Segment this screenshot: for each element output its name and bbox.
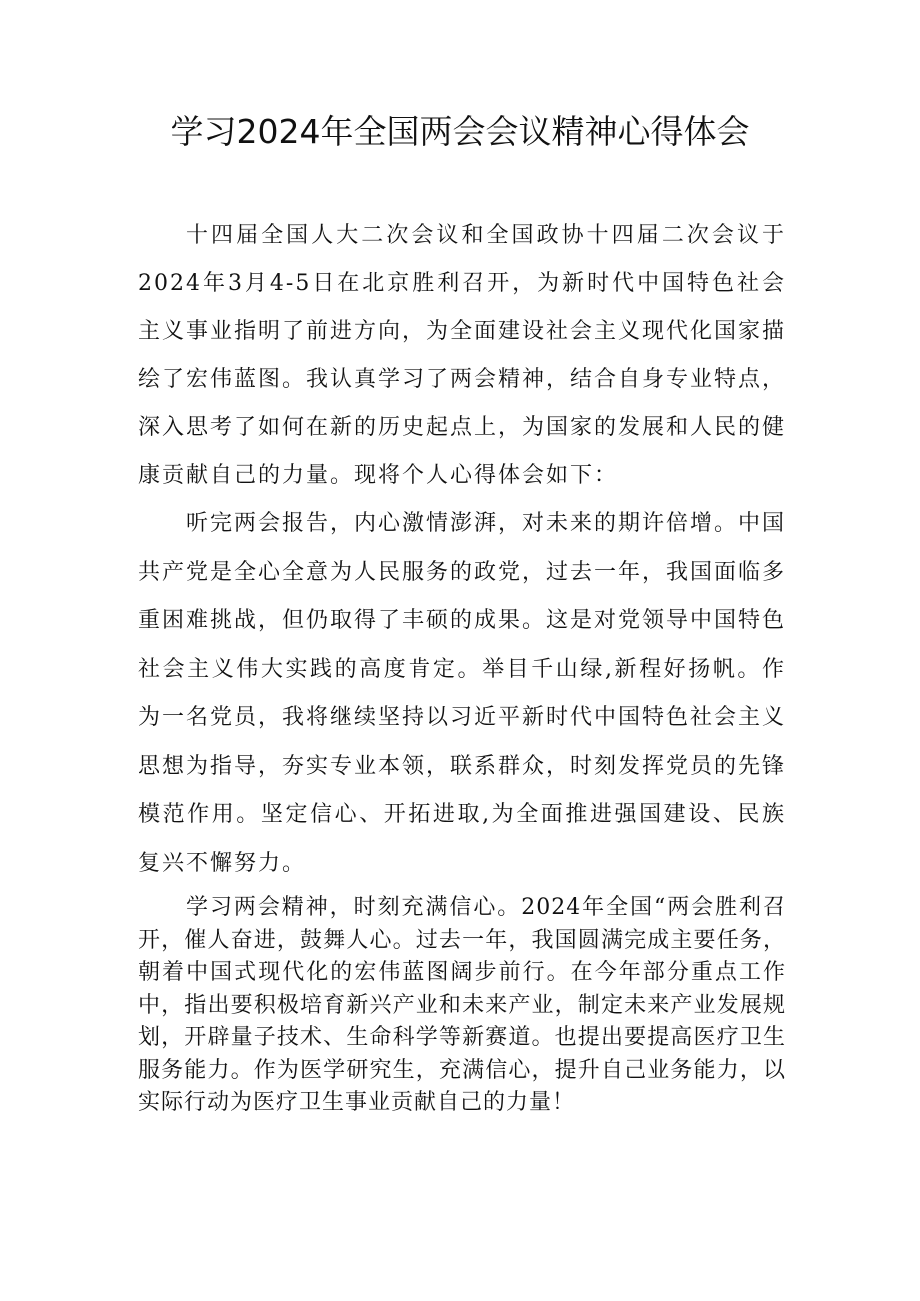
paragraph-confidence: 学习两会精神，时刻充满信心。2024年全国“两会胜利召开，催人奋进，鼓舞人心。过去一年，我国圆满完成主要任务，朝着中国式现代化的宏伟蓝图阔步前行。在今年部分重点工作中，指出要积极培育新兴产业和未来产业，制定未来产业发展规划，开辟量子技术、生命科学等新赛道。也提出要提高医疗卫生服务能力。作为医学研究生，充满信心，提升自己业务能力，以实际行动为医疗卫生事业贡献自己的力量！ [138,895,786,1115]
paragraph-reflection: 听完两会报告，内心激情澎湃，对未来的期许倍增。中国共产党是全心全意为人民服务的政党，过去一年，我国面临多重困难挑战，但仍取得了丰硕的成果。这是对党领导中国特色社会主义伟大实践的高度肯定。举目千山绿,新程好扬帆。作为一名党员，我将继续坚持以习近平新时代中国特色社会主义思想为指导，夯实专业本领，联系群众，时刻发挥党员的先锋模范作用。坚定信心、开拓进取,为全面推进强国建设、民族复兴不懈努力。 [138,511,787,876]
paragraph-intro: 十四届全国人大二次会议和全国政协十四届二次会议于2024年3月4-5日在北京胜利召开，为新时代中国特色社会主义事业指明了前进方向，为全面建设社会主义现代化国家描绘了宏伟蓝图。我认真学习了两会精神，结合自身专业特点，深入思考了如何在新的历史起点上，为国家的发展和人民的健康贡献自己的力量。现将个人心得体会如下： [138,223,787,488]
document-title: 学习2024年全国两会会议精神心得体会 [170,112,750,151]
